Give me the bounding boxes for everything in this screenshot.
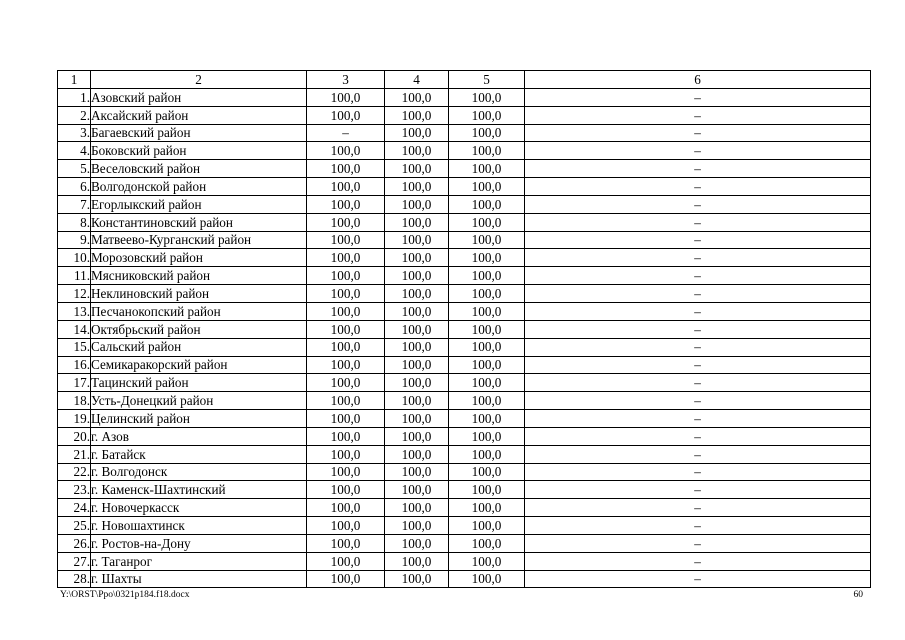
table-row (58, 570, 871, 588)
region-name-cell: г. Ростов-на-Дону (91, 534, 307, 552)
table-row (58, 231, 871, 249)
column-4-cell: 100,0 (385, 320, 449, 338)
region-name-cell: Усть-Донецкий район (91, 392, 307, 410)
column-6-cell: – (525, 570, 871, 588)
column-6-cell: – (525, 445, 871, 463)
column-6-cell: – (525, 320, 871, 338)
region-name-cell: Веселовский район (91, 160, 307, 178)
column-4-cell: 100,0 (385, 249, 449, 267)
column-3-cell: 100,0 (307, 356, 385, 374)
column-6-cell: – (525, 231, 871, 249)
region-name-cell: Тацинский район (91, 374, 307, 392)
table-row (58, 249, 871, 267)
column-4-cell: 100,0 (385, 267, 449, 285)
column-5-cell: 100,0 (449, 534, 525, 552)
table-row (58, 392, 871, 410)
column-header-2: 2 (91, 71, 307, 89)
column-3-cell: 100,0 (307, 427, 385, 445)
row-number-cell: 23. (58, 481, 91, 499)
table-row (58, 517, 871, 535)
column-6-cell: – (525, 160, 871, 178)
column-6-cell: – (525, 481, 871, 499)
column-3-cell: 100,0 (307, 195, 385, 213)
row-number-cell: 6. (58, 178, 91, 196)
column-4-cell: 100,0 (385, 124, 449, 142)
region-name-cell: Сальский район (91, 338, 307, 356)
table-row (58, 320, 871, 338)
region-name-cell: Неклиновский район (91, 285, 307, 303)
column-5-cell: 100,0 (449, 517, 525, 535)
row-number-cell: 24. (58, 499, 91, 517)
row-number-cell: 1. (58, 88, 91, 106)
row-number-cell: 4. (58, 142, 91, 160)
row-number-cell: 28. (58, 570, 91, 588)
column-header-4: 4 (385, 71, 449, 89)
table-row (58, 356, 871, 374)
table-row (58, 213, 871, 231)
column-6-cell: – (525, 463, 871, 481)
column-6-cell: – (525, 552, 871, 570)
row-number-cell: 15. (58, 338, 91, 356)
column-3-cell: 100,0 (307, 302, 385, 320)
row-number-cell: 13. (58, 302, 91, 320)
column-6-cell: – (525, 410, 871, 428)
column-4-cell: 100,0 (385, 106, 449, 124)
row-number-cell: 10. (58, 249, 91, 267)
column-3-cell: 100,0 (307, 160, 385, 178)
table-row (58, 160, 871, 178)
column-4-cell: 100,0 (385, 499, 449, 517)
column-4-cell: 100,0 (385, 142, 449, 160)
table-row (58, 88, 871, 106)
column-4-cell: 100,0 (385, 463, 449, 481)
column-4-cell: 100,0 (385, 285, 449, 303)
table-row (58, 552, 871, 570)
region-name-cell: Морозовский район (91, 249, 307, 267)
column-4-cell: 100,0 (385, 570, 449, 588)
region-name-cell: г. Каменск-Шахтинский (91, 481, 307, 499)
column-4-cell: 100,0 (385, 213, 449, 231)
column-5-cell: 100,0 (449, 320, 525, 338)
table-row (58, 302, 871, 320)
region-name-cell: г. Новошахтинск (91, 517, 307, 535)
row-number-cell: 26. (58, 534, 91, 552)
column-5-cell: 100,0 (449, 106, 525, 124)
column-6-cell: – (525, 499, 871, 517)
table-row (58, 374, 871, 392)
row-number-cell: 7. (58, 195, 91, 213)
column-6-cell: – (525, 285, 871, 303)
column-5-cell: 100,0 (449, 463, 525, 481)
column-4-cell: 100,0 (385, 552, 449, 570)
table-row (58, 534, 871, 552)
column-3-cell: – (307, 124, 385, 142)
column-4-cell: 100,0 (385, 160, 449, 178)
column-5-cell: 100,0 (449, 445, 525, 463)
column-3-cell: 100,0 (307, 410, 385, 428)
row-number-cell: 3. (58, 124, 91, 142)
region-name-cell: г. Таганрог (91, 552, 307, 570)
region-name-cell: г. Волгодонск (91, 463, 307, 481)
column-3-cell: 100,0 (307, 517, 385, 535)
table-row (58, 338, 871, 356)
column-4-cell: 100,0 (385, 356, 449, 374)
column-3-cell: 100,0 (307, 267, 385, 285)
table-row (58, 106, 871, 124)
region-name-cell: г. Шахты (91, 570, 307, 588)
column-6-cell: – (525, 517, 871, 535)
column-4-cell: 100,0 (385, 374, 449, 392)
column-4-cell: 100,0 (385, 302, 449, 320)
column-5-cell: 100,0 (449, 481, 525, 499)
column-6-cell: – (525, 392, 871, 410)
column-4-cell: 100,0 (385, 338, 449, 356)
column-5-cell: 100,0 (449, 302, 525, 320)
column-4-cell: 100,0 (385, 534, 449, 552)
table-row (58, 481, 871, 499)
column-3-cell: 100,0 (307, 463, 385, 481)
column-4-cell: 100,0 (385, 481, 449, 499)
region-name-cell: г. Новочеркасск (91, 499, 307, 517)
column-4-cell: 100,0 (385, 517, 449, 535)
column-6-cell: – (525, 142, 871, 160)
region-name-cell: Азовский район (91, 88, 307, 106)
column-4-cell: 100,0 (385, 195, 449, 213)
column-5-cell: 100,0 (449, 374, 525, 392)
table-header-row (58, 71, 871, 89)
row-number-cell: 25. (58, 517, 91, 535)
column-3-cell: 100,0 (307, 570, 385, 588)
column-5-cell: 100,0 (449, 231, 525, 249)
column-5-cell: 100,0 (449, 213, 525, 231)
column-5-cell: 100,0 (449, 499, 525, 517)
column-3-cell: 100,0 (307, 534, 385, 552)
region-name-cell: Волгодонской район (91, 178, 307, 196)
column-5-cell: 100,0 (449, 570, 525, 588)
column-5-cell: 100,0 (449, 392, 525, 410)
row-number-cell: 2. (58, 106, 91, 124)
column-4-cell: 100,0 (385, 392, 449, 410)
table-row (58, 142, 871, 160)
column-4-cell: 100,0 (385, 231, 449, 249)
column-header-1: 1 (58, 71, 91, 89)
region-name-cell: Октябрьский район (91, 320, 307, 338)
row-number-cell: 14. (58, 320, 91, 338)
row-number-cell: 21. (58, 445, 91, 463)
table-row (58, 285, 871, 303)
column-3-cell: 100,0 (307, 231, 385, 249)
column-6-cell: – (525, 213, 871, 231)
column-6-cell: – (525, 534, 871, 552)
region-name-cell: г. Батайск (91, 445, 307, 463)
table-row (58, 463, 871, 481)
table-row (58, 267, 871, 285)
row-number-cell: 5. (58, 160, 91, 178)
row-number-cell: 19. (58, 410, 91, 428)
column-3-cell: 100,0 (307, 552, 385, 570)
column-3-cell: 100,0 (307, 374, 385, 392)
column-4-cell: 100,0 (385, 178, 449, 196)
column-5-cell: 100,0 (449, 338, 525, 356)
column-3-cell: 100,0 (307, 285, 385, 303)
column-3-cell: 100,0 (307, 320, 385, 338)
column-3-cell: 100,0 (307, 249, 385, 267)
row-number-cell: 18. (58, 392, 91, 410)
column-6-cell: – (525, 427, 871, 445)
table-row (58, 195, 871, 213)
table-body (58, 88, 871, 588)
column-6-cell: – (525, 302, 871, 320)
row-number-cell: 8. (58, 213, 91, 231)
table-row (58, 445, 871, 463)
column-6-cell: – (525, 178, 871, 196)
column-5-cell: 100,0 (449, 285, 525, 303)
region-name-cell: Матвеево-Курганский район (91, 231, 307, 249)
column-3-cell: 100,0 (307, 106, 385, 124)
column-3-cell: 100,0 (307, 392, 385, 410)
column-5-cell: 100,0 (449, 427, 525, 445)
data-table (57, 70, 871, 588)
column-5-cell: 100,0 (449, 267, 525, 285)
column-4-cell: 100,0 (385, 445, 449, 463)
region-name-cell: Константиновский район (91, 213, 307, 231)
region-name-cell: Аксайский район (91, 106, 307, 124)
column-6-cell: – (525, 267, 871, 285)
column-3-cell: 100,0 (307, 178, 385, 196)
column-5-cell: 100,0 (449, 124, 525, 142)
column-3-cell: 100,0 (307, 499, 385, 517)
column-3-cell: 100,0 (307, 213, 385, 231)
column-6-cell: – (525, 195, 871, 213)
column-5-cell: 100,0 (449, 195, 525, 213)
column-header-6: 6 (525, 71, 871, 89)
column-3-cell: 100,0 (307, 338, 385, 356)
row-number-cell: 22. (58, 463, 91, 481)
column-6-cell: – (525, 374, 871, 392)
row-number-cell: 11. (58, 267, 91, 285)
column-5-cell: 100,0 (449, 552, 525, 570)
table-row (58, 427, 871, 445)
column-5-cell: 100,0 (449, 356, 525, 374)
column-4-cell: 100,0 (385, 410, 449, 428)
footer-page-number: 60 (853, 590, 863, 600)
region-name-cell: Песчанокопский район (91, 302, 307, 320)
column-5-cell: 100,0 (449, 160, 525, 178)
table-row (58, 410, 871, 428)
region-name-cell: Семикаракорский район (91, 356, 307, 374)
column-header-5: 5 (449, 71, 525, 89)
row-number-cell: 20. (58, 427, 91, 445)
region-name-cell: Мясниковский район (91, 267, 307, 285)
column-header-3: 3 (307, 71, 385, 89)
region-name-cell: Целинский район (91, 410, 307, 428)
column-3-cell: 100,0 (307, 481, 385, 499)
column-3-cell: 100,0 (307, 142, 385, 160)
column-4-cell: 100,0 (385, 427, 449, 445)
column-6-cell: – (525, 249, 871, 267)
region-name-cell: Боковский район (91, 142, 307, 160)
table-row (58, 499, 871, 517)
column-5-cell: 100,0 (449, 178, 525, 196)
row-number-cell: 16. (58, 356, 91, 374)
row-number-cell: 12. (58, 285, 91, 303)
row-number-cell: 17. (58, 374, 91, 392)
region-name-cell: Егорлыкский район (91, 195, 307, 213)
table-row (58, 124, 871, 142)
column-6-cell: – (525, 106, 871, 124)
column-6-cell: – (525, 124, 871, 142)
region-name-cell: Багаевский район (91, 124, 307, 142)
column-3-cell: 100,0 (307, 88, 385, 106)
column-5-cell: 100,0 (449, 142, 525, 160)
row-number-cell: 9. (58, 231, 91, 249)
column-5-cell: 100,0 (449, 249, 525, 267)
footer-file-path: Y:\ORST\Ppo\0321p184.f18.docx (60, 590, 190, 600)
column-5-cell: 100,0 (449, 88, 525, 106)
column-4-cell: 100,0 (385, 88, 449, 106)
row-number-cell: 27. (58, 552, 91, 570)
table-row (58, 178, 871, 196)
column-3-cell: 100,0 (307, 445, 385, 463)
column-6-cell: – (525, 356, 871, 374)
column-6-cell: – (525, 338, 871, 356)
region-name-cell: г. Азов (91, 427, 307, 445)
column-5-cell: 100,0 (449, 410, 525, 428)
column-6-cell: – (525, 88, 871, 106)
